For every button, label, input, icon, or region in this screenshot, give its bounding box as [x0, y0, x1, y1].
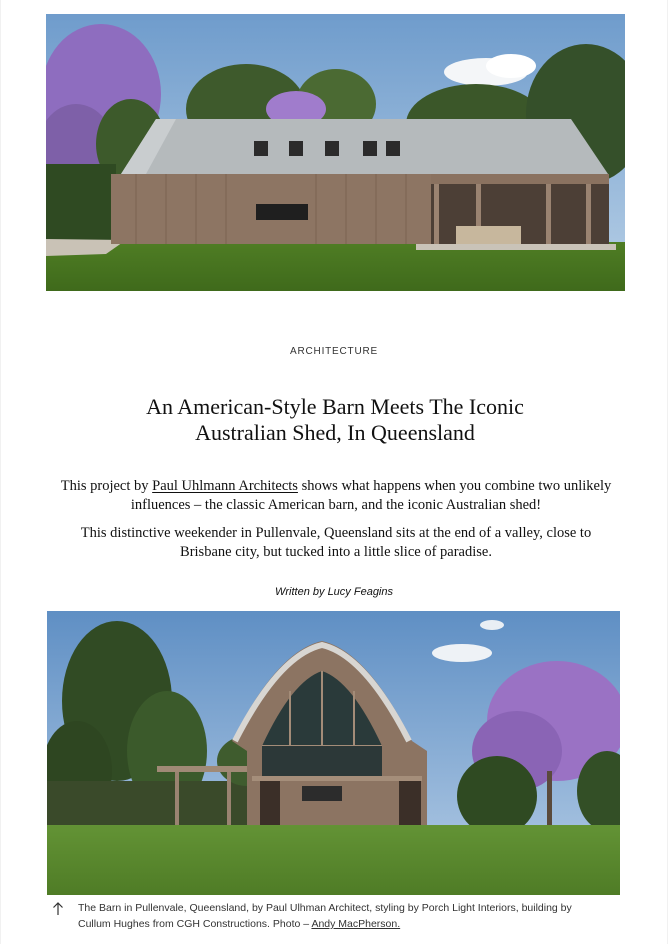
barn-image: [47, 611, 620, 895]
photo-credit-link[interactable]: Andy MacPherson.: [311, 918, 401, 930]
article-category[interactable]: ARCHITECTURE: [290, 346, 378, 357]
intro-text-after: shows what happens when you combine two unlikely influences – the classic American barn, and the iconic Australian shed!: [130, 478, 612, 513]
architect-link[interactable]: Paul Uhlmann Architects: [152, 478, 298, 494]
arrow-up-icon: [52, 902, 64, 916]
article-title: An American-Style Barn Meets The Iconic Australian Shed, In Queensland: [146, 394, 524, 445]
intro-text-before: This project by: [60, 478, 153, 494]
article-paragraph: This distinctive weekender in Pullenvale, Queensland sits at the end of a valley, close to Brisbane city, but tucked into a little slice of paradise.: [80, 525, 592, 560]
article-intro: [58, 477, 614, 514]
caption-text: [78, 900, 578, 932]
caption-body: The Barn in Pullenvale, Queensland, by Paul Ulhman Architect, styling by Porch Light Interiors, building by Cullum Hughes from CGH Constructions. Photo –: [78, 902, 572, 930]
article-byline: Written by Lucy Feagins: [275, 586, 393, 598]
hero-image: [46, 14, 625, 291]
